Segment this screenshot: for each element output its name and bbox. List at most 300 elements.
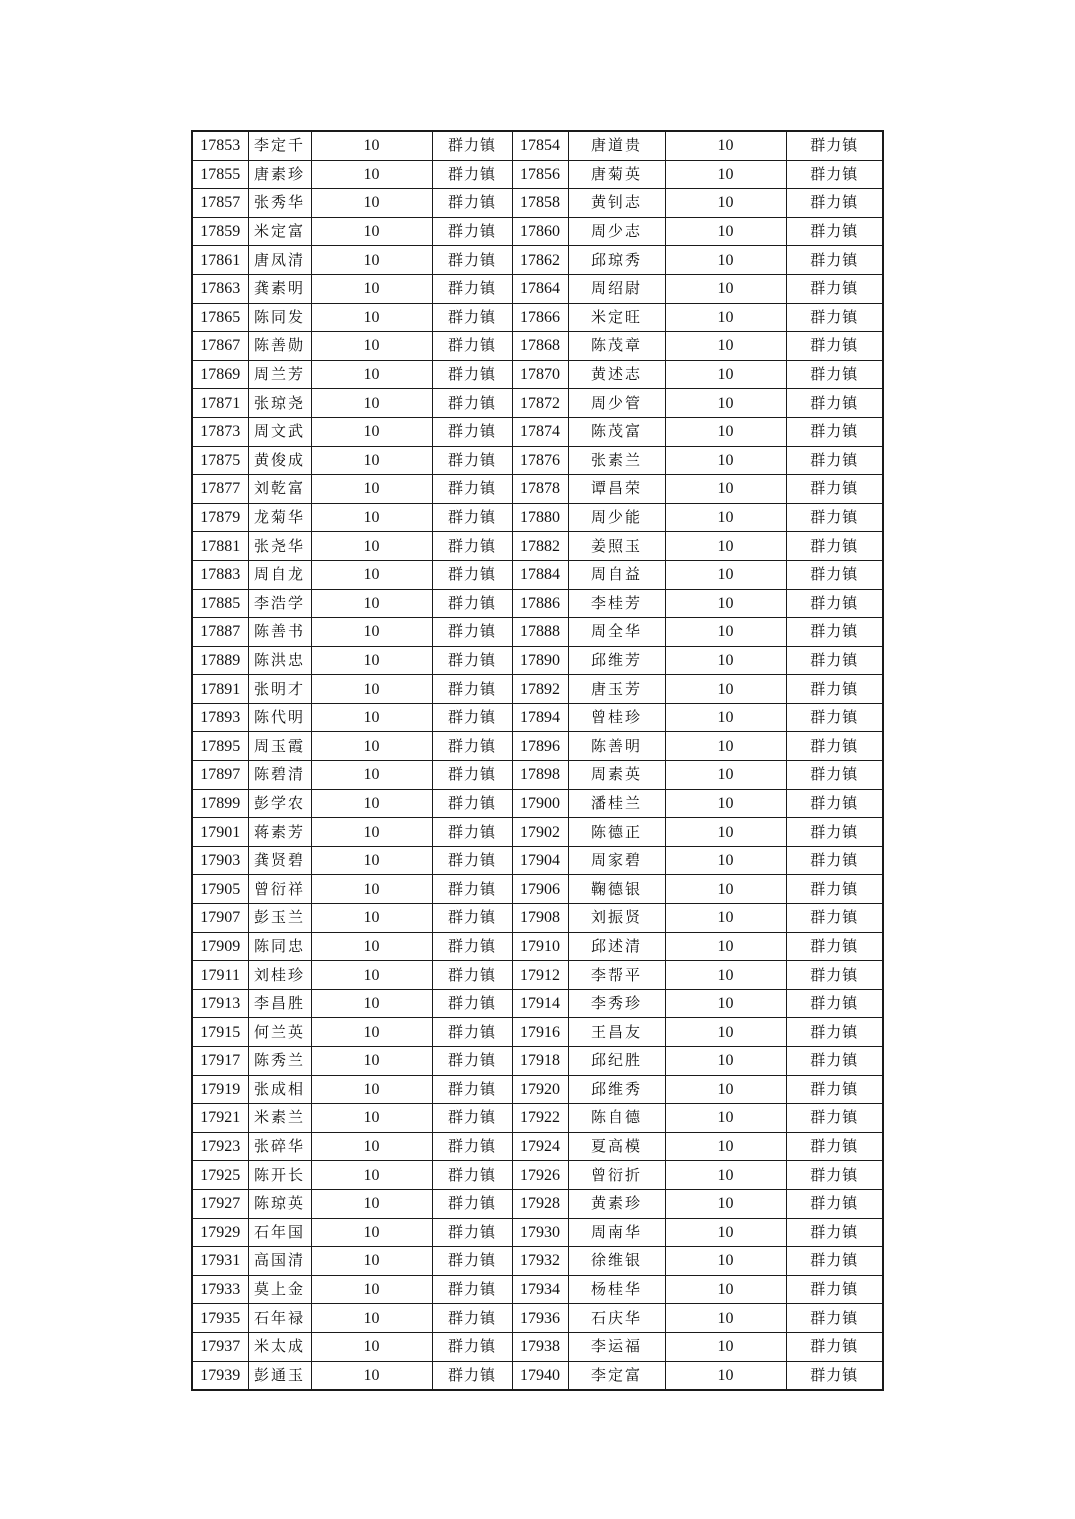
left-name-cell: 张琼尧 — [248, 389, 311, 418]
table-row — [192, 618, 883, 647]
left-id-cell: 17873 — [192, 417, 248, 446]
table-row — [192, 274, 883, 303]
left-amount-cell: 10 — [311, 1332, 432, 1361]
left-name-cell: 黄俊成 — [248, 446, 311, 475]
left-id-cell: 17935 — [192, 1304, 248, 1333]
left-id-cell: 17859 — [192, 217, 248, 246]
left-town-cell: 群力镇 — [432, 1104, 512, 1133]
table-row — [192, 1275, 883, 1304]
right-id-cell: 17922 — [512, 1104, 568, 1133]
right-amount-cell: 10 — [665, 446, 786, 475]
right-id-cell: 17918 — [512, 1047, 568, 1076]
right-id-cell: 17886 — [512, 589, 568, 618]
right-amount-cell: 10 — [665, 761, 786, 790]
left-amount-cell: 10 — [311, 675, 432, 704]
right-amount-cell: 10 — [665, 389, 786, 418]
left-town-cell: 群力镇 — [432, 1132, 512, 1161]
right-town-cell: 群力镇 — [786, 1161, 883, 1190]
right-name-cell: 周南华 — [568, 1218, 665, 1247]
right-name-cell: 黄钊志 — [568, 189, 665, 218]
left-id-cell: 17903 — [192, 846, 248, 875]
left-amount-cell: 10 — [311, 503, 432, 532]
left-name-cell: 周自龙 — [248, 560, 311, 589]
left-amount-cell: 10 — [311, 303, 432, 332]
left-town-cell: 群力镇 — [432, 675, 512, 704]
right-amount-cell: 10 — [665, 961, 786, 990]
right-amount-cell: 10 — [665, 589, 786, 618]
right-id-cell: 17860 — [512, 217, 568, 246]
left-amount-cell: 10 — [311, 360, 432, 389]
left-town-cell: 群力镇 — [432, 1247, 512, 1276]
left-name-cell: 彭玉兰 — [248, 904, 311, 933]
left-amount-cell: 10 — [311, 703, 432, 732]
left-name-cell: 米素兰 — [248, 1104, 311, 1133]
right-name-cell: 周少管 — [568, 389, 665, 418]
right-name-cell: 潘桂兰 — [568, 789, 665, 818]
right-town-cell: 群力镇 — [786, 618, 883, 647]
left-town-cell: 群力镇 — [432, 189, 512, 218]
left-town-cell: 群力镇 — [432, 761, 512, 790]
right-name-cell: 邱述清 — [568, 932, 665, 961]
right-town-cell: 群力镇 — [786, 246, 883, 275]
right-id-cell: 17916 — [512, 1018, 568, 1047]
table-row — [192, 1075, 883, 1104]
left-id-cell: 17893 — [192, 703, 248, 732]
right-id-cell: 17906 — [512, 875, 568, 904]
right-name-cell: 鞠德银 — [568, 875, 665, 904]
right-amount-cell: 10 — [665, 1361, 786, 1390]
right-name-cell: 曾衍折 — [568, 1161, 665, 1190]
left-name-cell: 陈善书 — [248, 618, 311, 647]
right-amount-cell: 10 — [665, 1332, 786, 1361]
left-amount-cell: 10 — [311, 1075, 432, 1104]
left-id-cell: 17933 — [192, 1275, 248, 1304]
left-amount-cell: 10 — [311, 274, 432, 303]
right-amount-cell: 10 — [665, 417, 786, 446]
table-row — [192, 1332, 883, 1361]
right-amount-cell: 10 — [665, 303, 786, 332]
right-town-cell: 群力镇 — [786, 503, 883, 532]
left-id-cell: 17897 — [192, 761, 248, 790]
right-town-cell: 群力镇 — [786, 846, 883, 875]
right-town-cell: 群力镇 — [786, 989, 883, 1018]
right-town-cell: 群力镇 — [786, 818, 883, 847]
right-amount-cell: 10 — [665, 131, 786, 160]
left-amount-cell: 10 — [311, 1018, 432, 1047]
right-id-cell: 17936 — [512, 1304, 568, 1333]
left-name-cell: 唐凤清 — [248, 246, 311, 275]
left-town-cell: 群力镇 — [432, 160, 512, 189]
left-amount-cell: 10 — [311, 1275, 432, 1304]
right-amount-cell: 10 — [665, 646, 786, 675]
right-name-cell: 周自益 — [568, 560, 665, 589]
left-amount-cell: 10 — [311, 246, 432, 275]
left-amount-cell: 10 — [311, 475, 432, 504]
right-town-cell: 群力镇 — [786, 189, 883, 218]
left-town-cell: 群力镇 — [432, 1332, 512, 1361]
right-amount-cell: 10 — [665, 1018, 786, 1047]
left-town-cell: 群力镇 — [432, 1075, 512, 1104]
left-id-cell: 17869 — [192, 360, 248, 389]
right-name-cell: 李桂芳 — [568, 589, 665, 618]
right-amount-cell: 10 — [665, 789, 786, 818]
left-id-cell: 17853 — [192, 131, 248, 160]
right-name-cell: 周少能 — [568, 503, 665, 532]
right-town-cell: 群力镇 — [786, 360, 883, 389]
right-id-cell: 17926 — [512, 1161, 568, 1190]
right-id-cell: 17866 — [512, 303, 568, 332]
right-name-cell: 姜照玉 — [568, 532, 665, 561]
left-name-cell: 周文武 — [248, 417, 311, 446]
left-name-cell: 蒋素芳 — [248, 818, 311, 847]
right-name-cell: 李秀珍 — [568, 989, 665, 1018]
left-town-cell: 群力镇 — [432, 875, 512, 904]
right-amount-cell: 10 — [665, 932, 786, 961]
right-town-cell: 群力镇 — [786, 274, 883, 303]
left-name-cell: 石年国 — [248, 1218, 311, 1247]
left-town-cell: 群力镇 — [432, 818, 512, 847]
left-id-cell: 17867 — [192, 332, 248, 361]
left-id-cell: 17901 — [192, 818, 248, 847]
right-name-cell: 李帮平 — [568, 961, 665, 990]
left-name-cell: 刘桂珍 — [248, 961, 311, 990]
right-amount-cell: 10 — [665, 818, 786, 847]
right-town-cell: 群力镇 — [786, 675, 883, 704]
table-row — [192, 875, 883, 904]
left-amount-cell: 10 — [311, 417, 432, 446]
left-town-cell: 群力镇 — [432, 1218, 512, 1247]
left-name-cell: 龚贤碧 — [248, 846, 311, 875]
table-row — [192, 475, 883, 504]
right-id-cell: 17898 — [512, 761, 568, 790]
right-amount-cell: 10 — [665, 560, 786, 589]
right-amount-cell: 10 — [665, 1218, 786, 1247]
table-row — [192, 1189, 883, 1218]
left-amount-cell: 10 — [311, 1047, 432, 1076]
right-id-cell: 17884 — [512, 560, 568, 589]
right-town-cell: 群力镇 — [786, 160, 883, 189]
table-row — [192, 1361, 883, 1390]
right-name-cell: 张素兰 — [568, 446, 665, 475]
left-amount-cell: 10 — [311, 560, 432, 589]
right-town-cell: 群力镇 — [786, 1189, 883, 1218]
table-row — [192, 846, 883, 875]
right-id-cell: 17934 — [512, 1275, 568, 1304]
right-id-cell: 17928 — [512, 1189, 568, 1218]
left-amount-cell: 10 — [311, 532, 432, 561]
right-name-cell: 唐菊英 — [568, 160, 665, 189]
left-amount-cell: 10 — [311, 1304, 432, 1333]
left-amount-cell: 10 — [311, 818, 432, 847]
right-amount-cell: 10 — [665, 1247, 786, 1276]
left-name-cell: 陈代明 — [248, 703, 311, 732]
right-town-cell: 群力镇 — [786, 703, 883, 732]
left-id-cell: 17917 — [192, 1047, 248, 1076]
left-town-cell: 群力镇 — [432, 789, 512, 818]
right-amount-cell: 10 — [665, 1275, 786, 1304]
left-name-cell: 高国清 — [248, 1247, 311, 1276]
table-row — [192, 332, 883, 361]
left-town-cell: 群力镇 — [432, 274, 512, 303]
left-amount-cell: 10 — [311, 732, 432, 761]
left-town-cell: 群力镇 — [432, 1161, 512, 1190]
right-id-cell: 17940 — [512, 1361, 568, 1390]
right-name-cell: 夏高模 — [568, 1132, 665, 1161]
right-town-cell: 群力镇 — [786, 303, 883, 332]
left-town-cell: 群力镇 — [432, 1361, 512, 1390]
left-town-cell: 群力镇 — [432, 1189, 512, 1218]
right-name-cell: 邱琼秀 — [568, 246, 665, 275]
left-amount-cell: 10 — [311, 1189, 432, 1218]
left-town-cell: 群力镇 — [432, 961, 512, 990]
left-id-cell: 17925 — [192, 1161, 248, 1190]
right-amount-cell: 10 — [665, 475, 786, 504]
left-town-cell: 群力镇 — [432, 360, 512, 389]
right-town-cell: 群力镇 — [786, 732, 883, 761]
left-name-cell: 石年禄 — [248, 1304, 311, 1333]
table-row — [192, 961, 883, 990]
left-town-cell: 群力镇 — [432, 1304, 512, 1333]
left-id-cell: 17875 — [192, 446, 248, 475]
left-name-cell: 莫上金 — [248, 1275, 311, 1304]
left-id-cell: 17937 — [192, 1332, 248, 1361]
right-name-cell: 周绍尉 — [568, 274, 665, 303]
right-id-cell: 17904 — [512, 846, 568, 875]
left-id-cell: 17881 — [192, 532, 248, 561]
left-id-cell: 17855 — [192, 160, 248, 189]
left-id-cell: 17885 — [192, 589, 248, 618]
right-town-cell: 群力镇 — [786, 1304, 883, 1333]
table-row — [192, 818, 883, 847]
left-town-cell: 群力镇 — [432, 560, 512, 589]
left-amount-cell: 10 — [311, 761, 432, 790]
right-town-cell: 群力镇 — [786, 532, 883, 561]
table-row — [192, 703, 883, 732]
left-amount-cell: 10 — [311, 589, 432, 618]
left-town-cell: 群力镇 — [432, 732, 512, 761]
right-id-cell: 17876 — [512, 446, 568, 475]
left-amount-cell: 10 — [311, 1132, 432, 1161]
right-name-cell: 曾桂珍 — [568, 703, 665, 732]
right-name-cell: 周少志 — [568, 217, 665, 246]
right-town-cell: 群力镇 — [786, 1275, 883, 1304]
right-amount-cell: 10 — [665, 989, 786, 1018]
right-name-cell: 谭昌荣 — [568, 475, 665, 504]
table-row — [192, 732, 883, 761]
right-name-cell: 周家碧 — [568, 846, 665, 875]
left-name-cell: 张尧华 — [248, 532, 311, 561]
left-name-cell: 龚素明 — [248, 274, 311, 303]
right-amount-cell: 10 — [665, 360, 786, 389]
left-amount-cell: 10 — [311, 217, 432, 246]
right-name-cell: 邱维秀 — [568, 1075, 665, 1104]
left-name-cell: 李昌胜 — [248, 989, 311, 1018]
right-name-cell: 周素英 — [568, 761, 665, 790]
left-id-cell: 17905 — [192, 875, 248, 904]
left-id-cell: 17909 — [192, 932, 248, 961]
left-id-cell: 17863 — [192, 274, 248, 303]
left-id-cell: 17889 — [192, 646, 248, 675]
left-name-cell: 彭学农 — [248, 789, 311, 818]
left-town-cell: 群力镇 — [432, 846, 512, 875]
left-name-cell: 李定千 — [248, 131, 311, 160]
right-town-cell: 群力镇 — [786, 932, 883, 961]
left-amount-cell: 10 — [311, 332, 432, 361]
right-town-cell: 群力镇 — [786, 1361, 883, 1390]
table-row — [192, 1047, 883, 1076]
left-id-cell: 17927 — [192, 1189, 248, 1218]
left-name-cell: 刘乾富 — [248, 475, 311, 504]
table-row — [192, 675, 883, 704]
left-amount-cell: 10 — [311, 904, 432, 933]
left-id-cell: 17923 — [192, 1132, 248, 1161]
right-id-cell: 17908 — [512, 904, 568, 933]
right-town-cell: 群力镇 — [786, 389, 883, 418]
left-amount-cell: 10 — [311, 389, 432, 418]
right-id-cell: 17872 — [512, 389, 568, 418]
table-row — [192, 1218, 883, 1247]
left-amount-cell: 10 — [311, 160, 432, 189]
right-amount-cell: 10 — [665, 846, 786, 875]
right-town-cell: 群力镇 — [786, 1247, 883, 1276]
right-amount-cell: 10 — [665, 1189, 786, 1218]
table-row — [192, 646, 883, 675]
left-name-cell: 彭通玉 — [248, 1361, 311, 1390]
right-town-cell: 群力镇 — [786, 904, 883, 933]
left-town-cell: 群力镇 — [432, 217, 512, 246]
left-id-cell: 17895 — [192, 732, 248, 761]
records-table — [191, 130, 884, 1391]
left-id-cell: 17861 — [192, 246, 248, 275]
right-name-cell: 唐玉芳 — [568, 675, 665, 704]
left-id-cell: 17921 — [192, 1104, 248, 1133]
left-town-cell: 群力镇 — [432, 532, 512, 561]
right-name-cell: 王昌友 — [568, 1018, 665, 1047]
right-name-cell: 陈茂富 — [568, 417, 665, 446]
left-name-cell: 张成相 — [248, 1075, 311, 1104]
left-name-cell: 陈同忠 — [248, 932, 311, 961]
right-id-cell: 17894 — [512, 703, 568, 732]
left-amount-cell: 10 — [311, 932, 432, 961]
right-town-cell: 群力镇 — [786, 1047, 883, 1076]
right-name-cell: 唐道贵 — [568, 131, 665, 160]
table-row — [192, 1304, 883, 1333]
table-row — [192, 217, 883, 246]
right-amount-cell: 10 — [665, 875, 786, 904]
left-amount-cell: 10 — [311, 131, 432, 160]
right-town-cell: 群力镇 — [786, 417, 883, 446]
table-row — [192, 131, 883, 160]
left-id-cell: 17911 — [192, 961, 248, 990]
left-town-cell: 群力镇 — [432, 703, 512, 732]
left-town-cell: 群力镇 — [432, 1047, 512, 1076]
left-id-cell: 17857 — [192, 189, 248, 218]
right-name-cell: 陈茂章 — [568, 332, 665, 361]
left-id-cell: 17919 — [192, 1075, 248, 1104]
right-amount-cell: 10 — [665, 618, 786, 647]
right-amount-cell: 10 — [665, 904, 786, 933]
right-amount-cell: 10 — [665, 1132, 786, 1161]
right-name-cell: 石庆华 — [568, 1304, 665, 1333]
left-id-cell: 17887 — [192, 618, 248, 647]
right-amount-cell: 10 — [665, 246, 786, 275]
right-town-cell: 群力镇 — [786, 1218, 883, 1247]
left-town-cell: 群力镇 — [432, 589, 512, 618]
right-id-cell: 17920 — [512, 1075, 568, 1104]
table-row — [192, 189, 883, 218]
right-town-cell: 群力镇 — [786, 446, 883, 475]
left-amount-cell: 10 — [311, 789, 432, 818]
right-id-cell: 17856 — [512, 160, 568, 189]
left-name-cell: 张秀华 — [248, 189, 311, 218]
left-id-cell: 17879 — [192, 503, 248, 532]
right-name-cell: 徐维银 — [568, 1247, 665, 1276]
right-name-cell: 陈自德 — [568, 1104, 665, 1133]
left-name-cell: 何兰英 — [248, 1018, 311, 1047]
left-name-cell: 陈开长 — [248, 1161, 311, 1190]
left-amount-cell: 10 — [311, 189, 432, 218]
right-amount-cell: 10 — [665, 160, 786, 189]
right-name-cell: 陈德正 — [568, 818, 665, 847]
right-amount-cell: 10 — [665, 274, 786, 303]
table-row — [192, 1018, 883, 1047]
left-name-cell: 陈同发 — [248, 303, 311, 332]
right-id-cell: 17874 — [512, 417, 568, 446]
right-town-cell: 群力镇 — [786, 217, 883, 246]
right-name-cell: 黄述志 — [568, 360, 665, 389]
right-town-cell: 群力镇 — [786, 646, 883, 675]
right-town-cell: 群力镇 — [786, 332, 883, 361]
right-id-cell: 17890 — [512, 646, 568, 675]
left-amount-cell: 10 — [311, 1218, 432, 1247]
table-row — [192, 360, 883, 389]
right-name-cell: 刘振贤 — [568, 904, 665, 933]
right-town-cell: 群力镇 — [786, 1132, 883, 1161]
table-row — [192, 1132, 883, 1161]
left-town-cell: 群力镇 — [432, 932, 512, 961]
table-row — [192, 1161, 883, 1190]
left-amount-cell: 10 — [311, 846, 432, 875]
right-amount-cell: 10 — [665, 503, 786, 532]
left-amount-cell: 10 — [311, 1361, 432, 1390]
left-town-cell: 群力镇 — [432, 618, 512, 647]
table-row — [192, 989, 883, 1018]
table-row — [192, 532, 883, 561]
left-name-cell: 陈秀兰 — [248, 1047, 311, 1076]
left-name-cell: 陈洪忠 — [248, 646, 311, 675]
table-row — [192, 446, 883, 475]
right-id-cell: 17878 — [512, 475, 568, 504]
right-amount-cell: 10 — [665, 532, 786, 561]
right-id-cell: 17914 — [512, 989, 568, 1018]
left-town-cell: 群力镇 — [432, 475, 512, 504]
left-name-cell: 陈善勋 — [248, 332, 311, 361]
left-id-cell: 17877 — [192, 475, 248, 504]
left-town-cell: 群力镇 — [432, 1275, 512, 1304]
right-id-cell: 17902 — [512, 818, 568, 847]
left-town-cell: 群力镇 — [432, 989, 512, 1018]
right-amount-cell: 10 — [665, 1104, 786, 1133]
right-name-cell: 邱纪胜 — [568, 1047, 665, 1076]
left-amount-cell: 10 — [311, 1161, 432, 1190]
right-id-cell: 17900 — [512, 789, 568, 818]
left-town-cell: 群力镇 — [432, 131, 512, 160]
left-amount-cell: 10 — [311, 646, 432, 675]
right-amount-cell: 10 — [665, 1075, 786, 1104]
left-town-cell: 群力镇 — [432, 303, 512, 332]
table-row — [192, 503, 883, 532]
right-id-cell: 17930 — [512, 1218, 568, 1247]
